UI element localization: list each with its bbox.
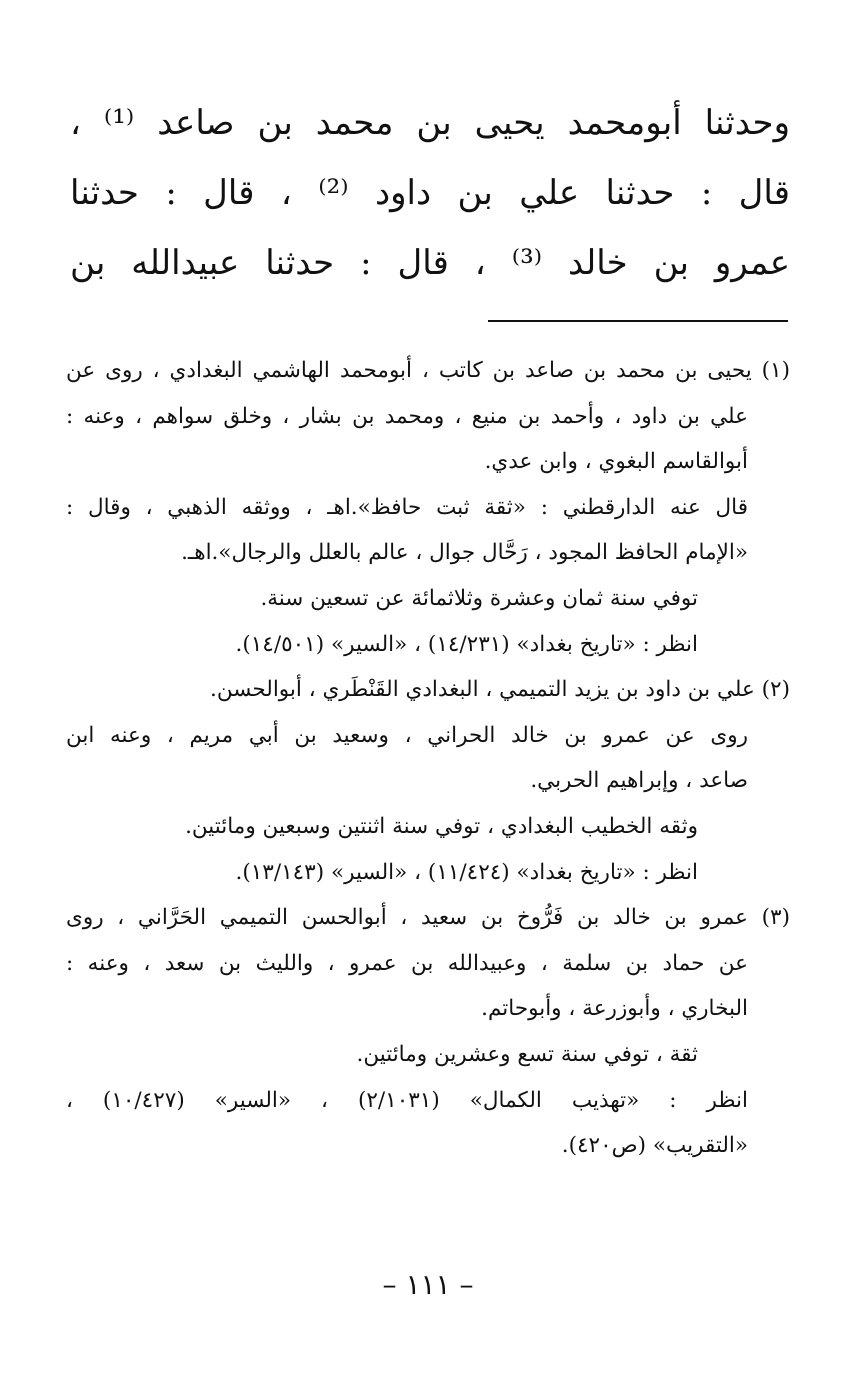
footnote-1-line: أبوالقاسم البغوي ، وابن عدي. — [484, 449, 748, 475]
main-text-line: عمرو بن خالد ⁽³⁾ ، قال : حدثنا عبيدالله بن — [70, 243, 790, 283]
footnote-1-line: علي بن داود ، وأحمد بن منيع ، ومحمد بن بشار ، وخلق سواهم ، وعنه : — [66, 403, 748, 429]
footnote-1-line: (١) يحيى بن محمد بن صاعد بن كاتب ، أبومحمد الهاشمي البغدادي ، روى عن — [66, 358, 790, 383]
footnote-1-line: انظر : «تاريخ بغداد» (١٤/٢٣١) ، «السير» (١٤/٥٠١). — [235, 631, 698, 657]
footnote-1-line: قال عنه الدارقطني : «ثقة ثبت حافظ».اهـ ، ووثقه الذهبي ، وقال : — [66, 494, 748, 520]
footnote-3-line: انظر : «تهذيب الكمال» (٢/١٠٣١) ، «السير» (١٠/٤٢٧) ، — [66, 1087, 748, 1113]
footnote-separator — [488, 320, 788, 322]
main-text-line: وحدثنا أبومحمد يحيى بن محمد بن صاعد ⁽¹⁾ ، — [70, 103, 790, 143]
footnote-3-line: (٣) عمرو بن خالد بن فَرُّوخ بن سعيد ، أبوالحسن التميمي الحَرَّاني ، روى — [66, 905, 790, 931]
footnote-1-line: «الإمام الحافظ المجود ، رَحَّال جوال ، عالم بالعلل والرجال».اهـ. — [181, 540, 748, 566]
footnote-2-line: (٢) علي بن داود بن يزيد التميمي ، البغدادي القَنْطَري ، أبوالحسن. — [210, 677, 790, 703]
main-text — [70, 88, 790, 298]
main-text-line: قال : حدثنا علي بن داود ⁽²⁾ ، قال : حدثنا — [70, 173, 790, 213]
footnotes — [66, 348, 790, 1169]
footnote-3-line: عن حماد بن سلمة ، وعبيدالله بن عمرو ، والليث بن سعد ، وعنه : — [66, 950, 748, 976]
footnote-2-line: صاعد ، وإبراهيم الحربي. — [530, 768, 748, 794]
footnote-3-line: ثقة ، توفي سنة تسع وعشرين ومائتين. — [356, 1041, 698, 1067]
footnote-3-line: البخاري ، وأبوزرعة ، وأبوحاتم. — [481, 996, 748, 1022]
footnote-3-line: «التقريب» (ص٤٢٠). — [561, 1133, 748, 1159]
page-number: – ١١١ – — [382, 1268, 474, 1301]
footnote-2-line: انظر : «تاريخ بغداد» (١١/٤٢٤) ، «السير» (١٣/١٤٣). — [235, 859, 698, 885]
footnote-1-line: توفي سنة ثمان وعشرة وثلاثمائة عن تسعين سنة. — [260, 585, 698, 611]
footnote-2-line: روى عن عمرو بن خالد الحراني ، وسعيد بن أبي مريم ، وعنه ابن — [66, 722, 748, 748]
footnote-2-line: وثقه الخطيب البغدادي ، توفي سنة اثنتين وسبعين ومائتين. — [185, 813, 698, 839]
